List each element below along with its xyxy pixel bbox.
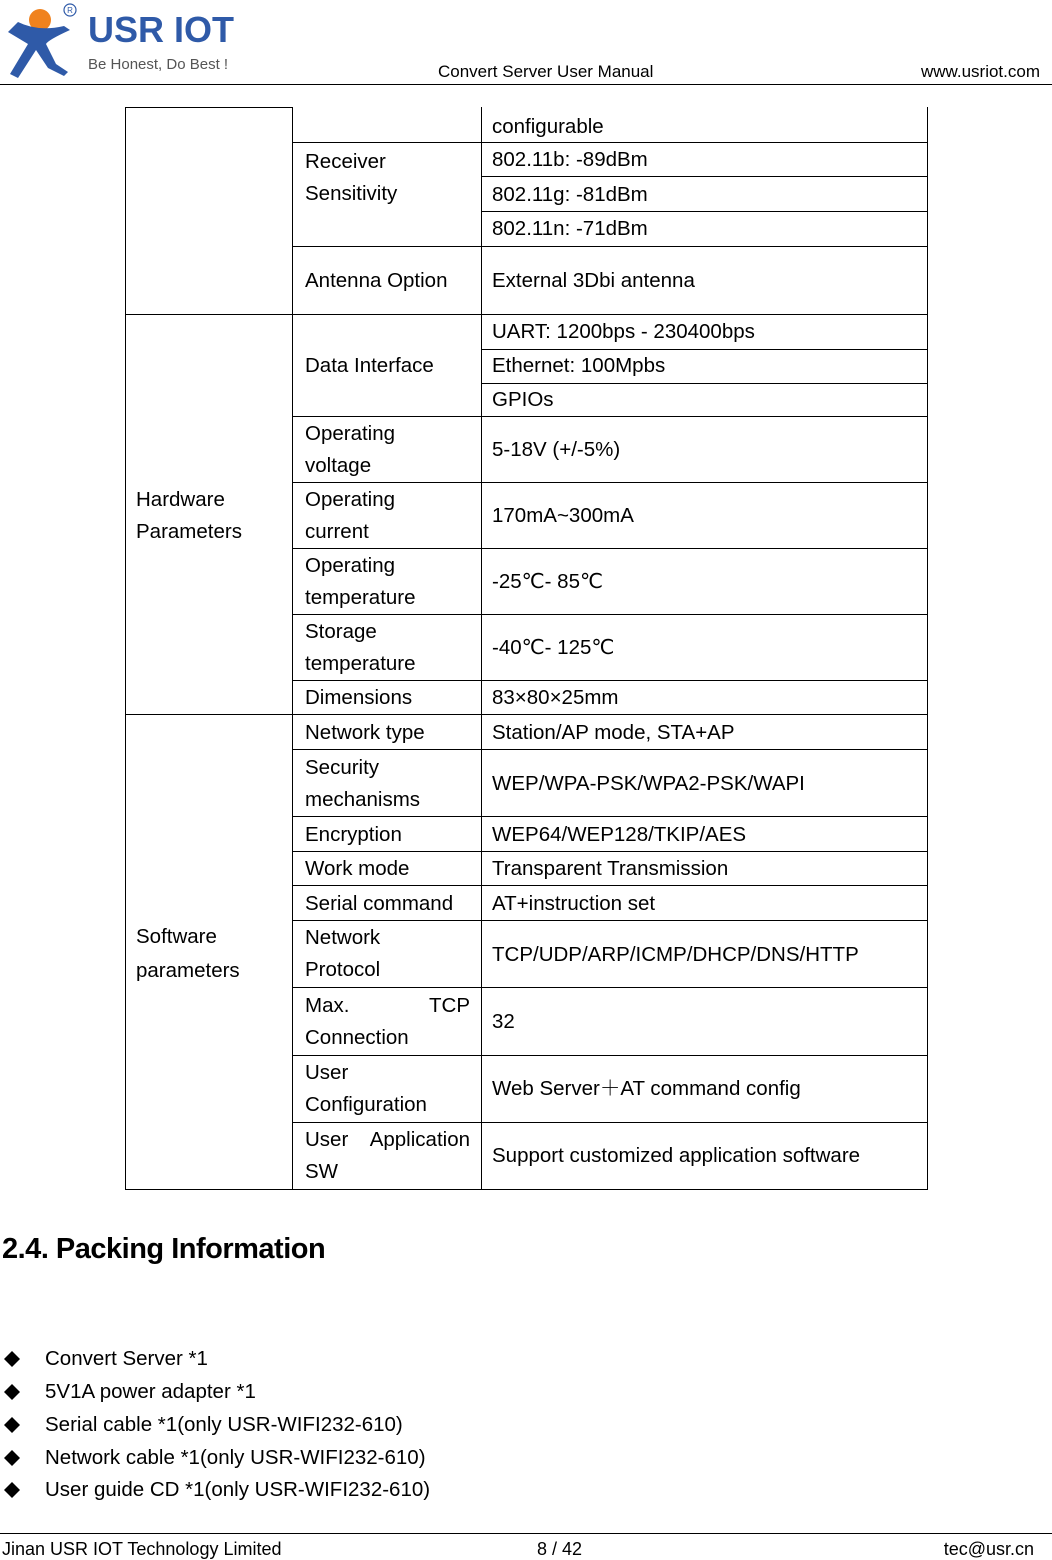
table-value: AT+instruction set xyxy=(492,892,656,915)
diamond-bullet-icon xyxy=(4,1417,20,1433)
website-url: www.usriot.com xyxy=(920,62,1040,81)
list-item: 5V1A power adapter *1 xyxy=(45,1380,256,1403)
table-border xyxy=(481,176,928,177)
table-border xyxy=(481,211,928,212)
list-item: User guide CD *1(only USR-WIFI232-610) xyxy=(45,1478,431,1501)
table-value: 802.11g: -81dBm xyxy=(492,183,648,206)
table-param: Network type xyxy=(305,721,425,744)
page-number: 8 / 42 xyxy=(537,1539,583,1559)
table-border xyxy=(927,107,928,1190)
table-border xyxy=(292,107,293,1190)
table-border xyxy=(125,1189,928,1190)
table-value: 32 xyxy=(492,1010,515,1033)
table-value: 83×80×25mm xyxy=(492,686,619,709)
footer-email: tec@usr.cn xyxy=(943,1539,1034,1559)
svg-text:R: R xyxy=(67,6,73,15)
diamond-bullet-icon xyxy=(4,1482,20,1498)
header-divider xyxy=(0,84,1052,85)
table-value: External 3Dbi antenna xyxy=(492,269,695,292)
table-param: Work mode xyxy=(305,857,410,880)
table-param: Operating current xyxy=(305,488,396,543)
table-border xyxy=(292,614,928,615)
footer-divider xyxy=(0,1533,1052,1534)
table-border xyxy=(125,714,928,715)
table-value: 170mA~300mA xyxy=(492,504,634,527)
table-param: Data Interface xyxy=(305,354,434,377)
table-border xyxy=(292,680,928,681)
brand-slogan: Be Honest, Do Best ! xyxy=(88,56,229,73)
table-param: Operating voltage xyxy=(305,422,396,477)
table-value: 802.11n: -71dBm xyxy=(492,217,648,240)
table-value: -40℃- 125℃ xyxy=(492,636,615,659)
table-border xyxy=(292,416,928,417)
table-param: User Application SW xyxy=(305,1128,470,1183)
table-value: TCP/UDP/ARP/ICMP/DHCP/DNS/HTTP xyxy=(492,943,859,966)
table-border xyxy=(292,885,928,886)
table-value: -25℃- 85℃ xyxy=(492,570,603,593)
brand-name: USR IOT xyxy=(88,9,235,50)
table-value: 5-18V (+/-5%) xyxy=(492,438,621,461)
list-item: Serial cable *1(only USR-WIFI232-610) xyxy=(45,1413,403,1436)
table-param: Security mechanisms xyxy=(305,756,421,811)
table-border xyxy=(292,816,928,817)
section-title: 2.4. Packing Information xyxy=(2,1233,326,1265)
group-label-hardware: Hardware Parameters xyxy=(136,488,242,543)
table-value: Support customized application software xyxy=(492,1144,861,1167)
table-value: 802.11b: -89dBm xyxy=(492,148,648,171)
table-param: Storage temperature xyxy=(305,620,416,675)
table-border xyxy=(292,851,928,852)
list-item: Convert Server *1 xyxy=(45,1347,208,1370)
table-param: Dimensions xyxy=(305,686,413,709)
table-border xyxy=(292,920,928,921)
table-border xyxy=(292,1055,928,1056)
table-border xyxy=(125,107,293,108)
spec-table xyxy=(125,107,928,1190)
table-param: Receiver Sensitivity xyxy=(305,150,398,205)
table-value: UART: 1200bps - 230400bps xyxy=(492,320,755,343)
table-value: GPIOs xyxy=(492,388,554,411)
table-border xyxy=(125,107,126,1190)
table-border xyxy=(481,107,482,1190)
table-border xyxy=(125,314,928,315)
table-border xyxy=(292,749,928,750)
table-value: Ethernet: 100Mpbs xyxy=(492,354,666,377)
table-value: WEP/WPA-PSK/WPA2-PSK/WAPI xyxy=(492,772,805,795)
table-param: User Configuration xyxy=(305,1061,427,1116)
footer-company: Jinan USR IOT Technology Limited xyxy=(2,1539,282,1559)
table-value: Transparent Transmission xyxy=(492,857,729,880)
diamond-bullet-icon xyxy=(4,1351,20,1367)
list-item: Network cable *1(only USR-WIFI232-610) xyxy=(45,1446,426,1469)
table-border xyxy=(292,1122,928,1123)
diamond-bullet-icon xyxy=(4,1450,20,1466)
table-param: Max. TCP Connection xyxy=(305,994,470,1049)
table-param: Network Protocol xyxy=(305,926,381,981)
company-logo xyxy=(4,2,244,82)
table-value: Station/AP mode, STA+AP xyxy=(492,721,735,744)
table-border xyxy=(292,987,928,988)
table-value: WEP64/WEP128/TKIP/AES xyxy=(492,823,747,846)
manual-title: Convert Server User Manual xyxy=(438,62,654,81)
table-border xyxy=(292,246,928,247)
table-border xyxy=(292,548,928,549)
table-value: configurable xyxy=(492,115,604,138)
table-param: Antenna Option xyxy=(305,269,448,292)
table-border xyxy=(292,482,928,483)
table-value: Web Server＋AT command config xyxy=(492,1077,801,1100)
group-label-software: Software parameters xyxy=(136,925,240,982)
diamond-bullet-icon xyxy=(4,1384,20,1400)
table-param: Operating temperature xyxy=(305,554,416,609)
table-param: Encryption xyxy=(305,823,402,846)
table-param: Serial command xyxy=(305,892,454,915)
